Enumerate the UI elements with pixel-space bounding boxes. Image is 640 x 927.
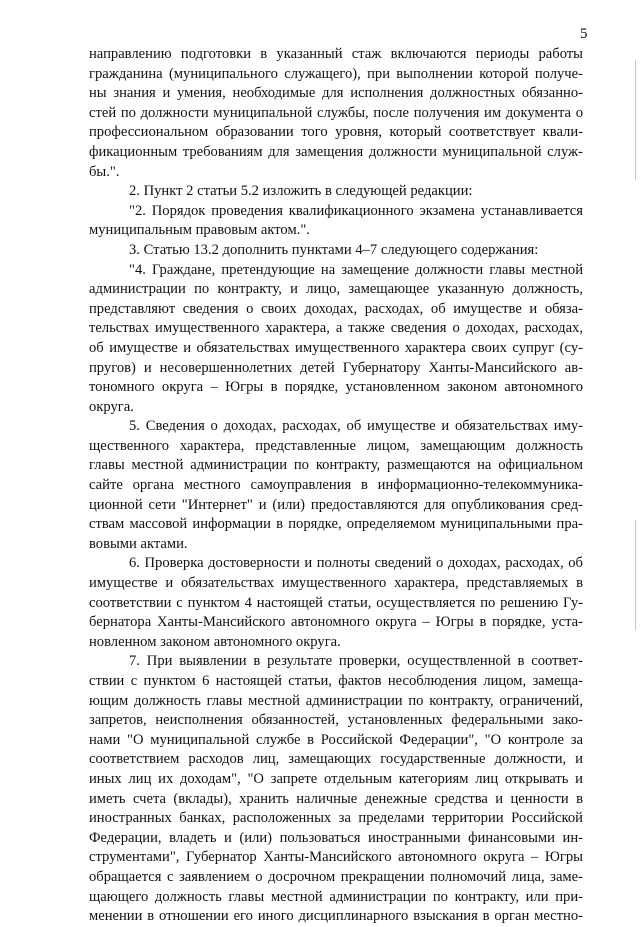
text-line: представляют сведения о своих доходах, расходах, об имуществе и обяза- [89, 300, 583, 317]
text-line: имуществе и обязательствах имущественного характера, представляемых в [89, 575, 583, 592]
text-line: 3. Статью 13.2 дополнить пунктами 4–7 следующего содержания: [129, 241, 539, 258]
text-line: 5. Сведения о доходах, расходах, об имуществе и обязательствах иму- [129, 418, 583, 435]
text-line: запретов, неисполнения обязанностей, установленных федеральными зако- [89, 712, 583, 729]
text-line: 2. Пункт 2 статьи 5.2 изложить в следующей редакции: [129, 183, 473, 200]
page-number: 5 [580, 26, 588, 42]
text-line: бы.". [89, 163, 120, 180]
text-line: новленном законом автономного округа. [89, 633, 341, 650]
text-line: сайте органа местного самоуправления в информационно-телекоммуника- [89, 477, 583, 494]
text-line: ствии с пунктом 6 настоящей статьи, фактов несоблюдения лицом, замеща- [89, 673, 583, 689]
text-line: главы местной администрации по контракту, размещаются на официальном [89, 457, 583, 474]
text-line: пругов) и несовершеннолетних детей Губернатору Ханты-Мансийского ав- [89, 359, 583, 376]
text-line: соответствием расходов лиц, замещающих государственные должности, и [89, 751, 583, 768]
text-line: обращается с заявлением о досрочном прекращении полномочий лица, заме- [89, 868, 583, 885]
text-line: нами "О муниципальной службе в Российской Федерации", "О контроле за [89, 731, 583, 748]
text-line: ющим должность главы местной администрации по контракту, ограничений, [89, 692, 583, 709]
text-line: иметь счета (вклады), хранить наличные денежные средства и ценности в [89, 790, 583, 807]
text-line: ствам массовой информации в порядке, определяемом муниципальными пра- [89, 516, 583, 533]
text-line: соответствии с пунктом 4 настоящей статьи, осуществляется по решению Гу- [89, 594, 583, 611]
text-line: щающего должность главы местной администрации по контракту, или при- [89, 888, 583, 905]
text-line: Федерации, владеть и (или) пользоваться иностранными финансовыми ин- [89, 829, 583, 846]
text-line: администрации по контракту, и лицо, замещающее указанную должность, [89, 281, 583, 298]
text-line: ционной сети "Интернет" и (или) предоставляются для опубликования сред- [89, 496, 583, 513]
text-line: стей по должности муниципальной службы, после получения им документа о [89, 104, 583, 121]
scan-edge-mark [635, 520, 636, 630]
text-line: направлению подготовки в указанный стаж включаются периоды работы [89, 46, 583, 62]
text-line: иных лиц их доходам", "О запрете отдельным категориям лиц открывать и [89, 770, 583, 787]
text-line: бернатора Ханты-Мансийского автономного округа – Югры в порядке, уста- [89, 614, 583, 631]
text-line: округа. [89, 398, 134, 415]
body-text [89, 45, 583, 927]
text-line: иностранных банках, расположенных за пределами территории Российской [89, 810, 583, 827]
text-line: щественного характера, представленные лицом, замещающим должность [89, 437, 583, 454]
text-line: менении в отношении его иного дисциплинарного взыскания в орган местно- [89, 908, 583, 925]
text-line: вовыми актами. [89, 535, 188, 552]
text-line: "4. Граждане, претендующие на замещение должности главы местной [129, 261, 583, 278]
text-line: гражданина (муниципального служащего), при выполнении которой получе- [89, 65, 583, 82]
text-line: 7. При выявлении в результате проверки, осуществленной в соответ- [129, 653, 583, 670]
text-line: струментами", Губернатор Ханты-Мансийского автономного округа – Югры [89, 849, 583, 866]
text-line: профессиональном образовании того уровня, который соответствует квали- [89, 124, 583, 141]
scan-edge-mark [635, 60, 636, 180]
text-line: 6. Проверка достоверности и полноты сведений о доходах, расходах, об [129, 555, 583, 572]
text-line: ны знания и умения, необходимые для исполнения должностных обязанно- [89, 85, 583, 102]
text-line: "2. Порядок проведения квалификационного экзамена устанавливается [129, 202, 583, 219]
text-line: тономного округа – Югры в порядке, установленном законом автономного [89, 379, 583, 396]
text-line: об имуществе и обязательствах имущественного характера своих супруг (су- [89, 339, 583, 356]
text-line: фикационным требованиям для замещения должности муниципальной служ- [89, 143, 583, 160]
text-line: муниципальным правовым актом.". [89, 222, 310, 239]
text-line: тельствах имущественного характера, а также сведения о доходах, расходах, [89, 320, 583, 337]
